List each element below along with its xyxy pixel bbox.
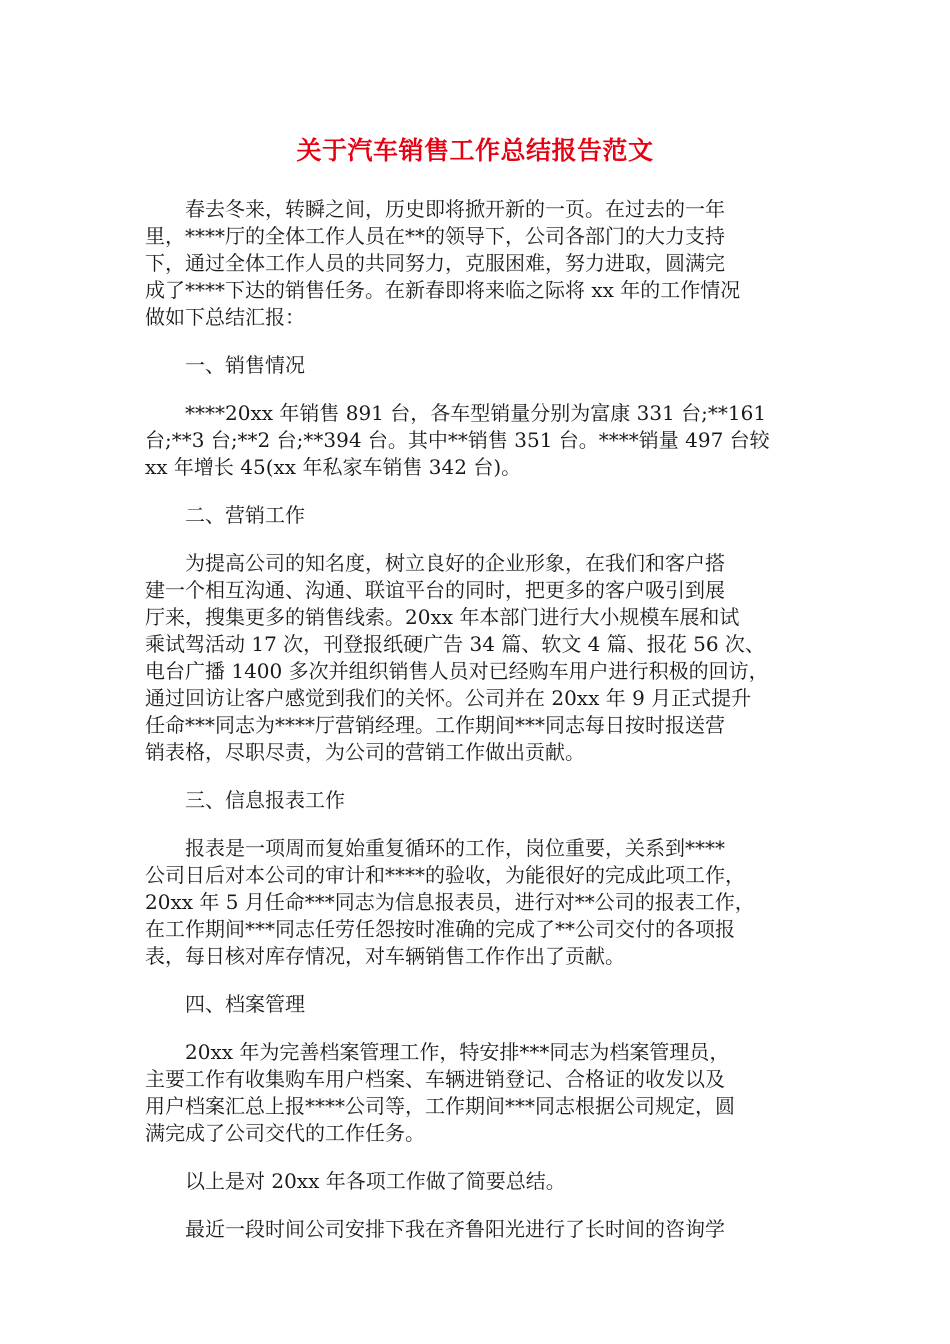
section-heading-reports: 三、信息报表工作 (185, 788, 345, 812)
document-body (145, 196, 807, 1243)
section-heading-archives: 四、档案管理 (185, 992, 305, 1016)
reports-paragraph: 报表是一项周而复始重复循环的工作，岗位重要，关系到**** 公司日后对本公司的审计和****的验收，为能很好的完成此项工作， 20xx 年 5 月任命***同志为信息报表员，进行对**公司的报表工作， 在工作期间***同志任劳任怨按时准确的完成了**公司交付的各项报 表，每日核对库存情况，对车辆销售工作作出了贡献。 (145, 836, 755, 968)
closing-paragraph: 最近一段时间公司安排下我在齐鲁阳光进行了长时间的咨询学 (185, 1217, 725, 1241)
sales-paragraph: ****20xx 年销售 891 台，各车型销量分别为富康 331 台;**161 台;**3 台;**2 台;**394 台。其中**销售 351 台。****销量 497 台较 xx 年增长 45(xx 年私家车销售 342 台)。 (145, 401, 770, 479)
document-title: 关于汽车销售工作总结报告范文 (296, 136, 654, 165)
section-heading-marketing: 二、营销工作 (185, 503, 305, 527)
summary-paragraph: 以上是对 20xx 年各项工作做了简要总结。 (185, 1169, 566, 1193)
intro-paragraph: 春去冬来，转瞬之间，历史即将掀开新的一页。在过去的一年 里，****厅的全体工作人员在**的领导下，公司各部门的大力支持 下，通过全体工作人员的共同努力，克服困难，努力进取，圆满完 成了****下达的销售任务。在新春即将来临之际将 xx 年的工作情况 做如下总结汇报： (145, 197, 741, 329)
marketing-paragraph: 为提高公司的知名度，树立良好的企业形象，在我们和客户搭 建一个相互沟通、沟通、联谊平台的同时，把更多的客户吸引到展 厅来，搜集更多的销售线索。20xx 年本部门进行大小规模车展和试 乘试驾活动 17 次，刊登报纸硬广告 34 篇、软文 4 篇、报花 56 次、 电台广播 1400 多次并组织销售人员对已经购车用户进行积极的回访， 通过回访让客户感觉到我们的关怀。公司并在 20xx 年 9 月正式提升 任命***同志为****厅营销经理。工作期间***同志每日按时报送营 销表格，尽职尽责，为公司的营销工作做出贡献。 (145, 551, 769, 764)
section-heading-sales: 一、销售情况 (185, 353, 305, 377)
archives-paragraph: 20xx 年为完善档案管理工作，特安排***同志为档案管理员， 主要工作有收集购车用户档案、车辆进销登记、合格证的收发以及 用户档案汇总上报****公司等，工作期间***同志根据公司规定，圆 满完成了公司交代的工作任务。 (145, 1040, 735, 1145)
